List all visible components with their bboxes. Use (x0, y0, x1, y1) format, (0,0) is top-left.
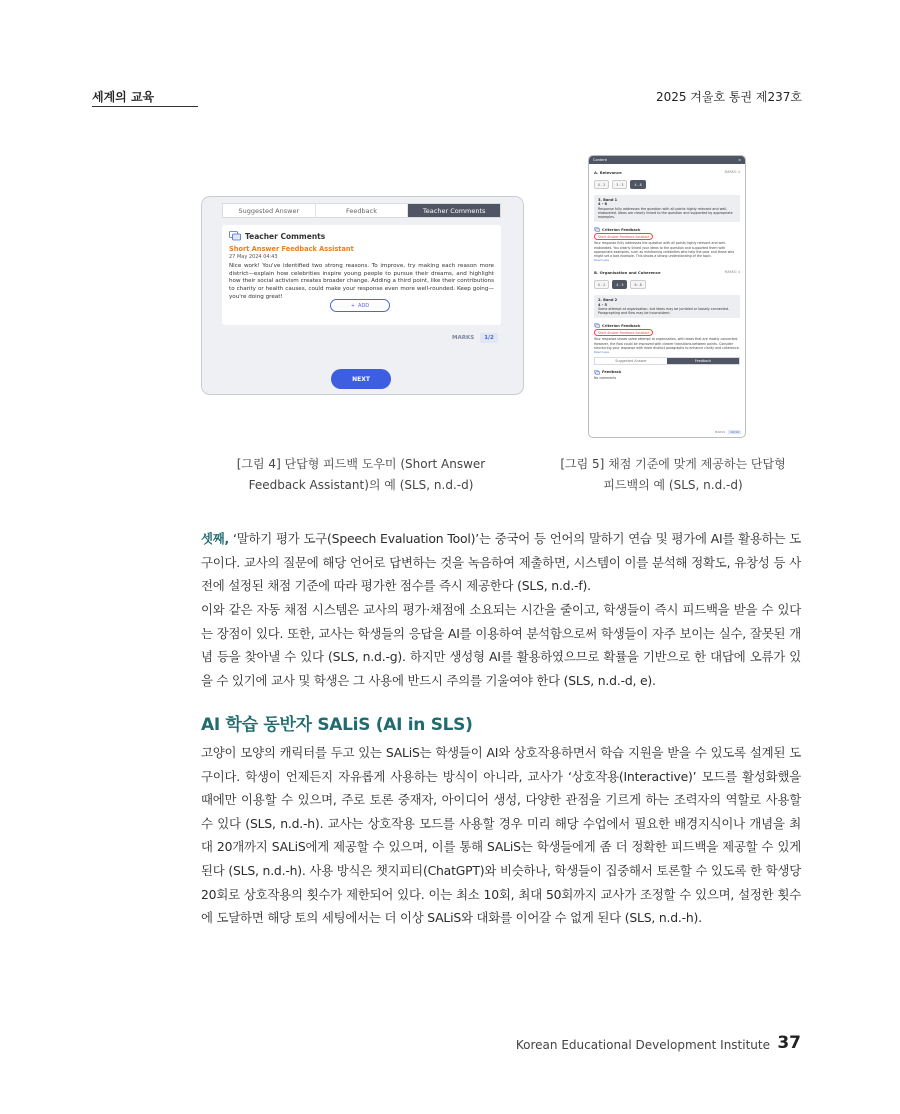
band-description (594, 295, 740, 318)
phone-tab-bar (594, 357, 740, 365)
read-less-link[interactable]: Read Less (594, 258, 610, 263)
band-pill[interactable]: 6 - 8 (630, 280, 645, 289)
paragraph-lead: 셋째, (201, 531, 230, 546)
marks-label: MARKS (714, 430, 726, 434)
teacher-comments-header (229, 231, 494, 241)
band-range: 4 - 8 (598, 202, 607, 207)
no-comments-text: No comments (594, 375, 617, 380)
criterion-feedback-label: Criterion Feedback (602, 227, 641, 232)
criterion-feedback-text: Your response shows some attempt at organisation, with ideas that are mostly connected. However, the flow could be improved with clearer transitions between points. Consider structuring your response with more distinct paragraphs to enhance clarity and coherence. (594, 337, 740, 350)
figure4-tablet-screenshot (201, 196, 524, 395)
feedback-label: Feedback (602, 370, 622, 375)
rubric-section-organisation (589, 270, 745, 275)
figure4-tab-bar (222, 203, 501, 218)
band-pill-selected[interactable]: 4 - 8 (630, 180, 645, 189)
running-header-section: 세계의 교육 (92, 90, 155, 104)
next-button[interactable]: NEXT (331, 369, 391, 389)
band-title: 3. Band 1 (598, 198, 618, 202)
tab-feedback[interactable]: Feedback (316, 204, 409, 217)
phone-top-bar (589, 156, 745, 164)
assistant-tag: Short Answer Feedback Assistant (594, 329, 653, 336)
band-pill[interactable]: 0 - 2 (594, 280, 609, 289)
figure4-caption: [그림 4] 단답형 피드백 도우미 (Short Answer Feedback Assistant)의 예 (SLS, n.d.-d) (236, 457, 486, 492)
paragraph-salis: 고양이 모양의 캐릭터를 두고 있는 SALiS는 학생들이 AI와 상호작용하면서 학습 지원을 받을 수 있도록 설계된 도구이다. 학생이 언제든지 자유롭게 사용하는 방식이 아니라, 교사가 ‘상호작용(Interactive)’ 모드를 활성화했을 때에만 이용할 수 있으며, 주로 토론 중재자, 아이디어 생성, 다양한 관점을 기르게 하는 조력자의 역할로 사용할 수 있다 (SLS, n.d.-h). 교사는 상호작용 모드를 사용할 경우 미리 해당 수업에서 필요한 배경지식이나 개념을 최대 20개까지 SALiS에게 제공할 수 있으며, 이를 통해 SALiS는 학생들에게 좀 더 정확한 피드백을 제공할 수 있게 된다 (SLS, n.d.-h). 사용 방식은 챗지피티(ChatGPT)와 비슷하나, 학생들이 집중해서 토론할 수 있도록 한 학생당 20회로 상호작용의 횟수가 제한되어 있다. 이는 최소 10회, 최대 50회까지 교사가 조정할 수 있으며, 설정한 횟수에 도달하면 해당 토의 세팅에서는 더 이상 SALiS와 대화를 이어갈 수 없게 된다 (SLS, n.d.-h). (201, 745, 801, 926)
band-pill[interactable]: 0 - 2 (594, 180, 609, 189)
paragraph-auto-grading: 이와 같은 자동 채점 시스템은 교사의 평가·채점에 소요되는 시간을 줄이고, 학생들이 즉시 피드백을 받을 수 있다는 장점이 있다. 또한, 교사는 학생들의 응답을 AI를 이용하여 분석함으로써 학생들이 자주 보이는 실수, 잘못된 개념 등을 찾아낼 수 있다 (SLS, n.d.-g). 하지만 생성형 AI를 활용하였으므로 확률을 기반으로 한 대답에 오류가 있을 수 있기에 교사 및 학생은 그 사용에 반드시 주의를 기울여야 한다 (SLS, n.d.-d, e). (201, 602, 801, 688)
add-button-label: ADD (358, 302, 370, 309)
band-pill[interactable]: 3 - 5 (612, 180, 627, 189)
section-marks: MARKS: 4 (724, 170, 740, 174)
assistant-tag: Short Answer Feedback Assistant (594, 233, 653, 240)
marks-value: 1/2 (480, 333, 498, 343)
read-less-link[interactable]: Read Less (594, 349, 610, 354)
add-button[interactable] (330, 299, 390, 312)
phone-marks-indicator (715, 430, 741, 434)
feedback-header (594, 370, 740, 375)
paragraph-speech-evaluation (201, 527, 801, 598)
criterion-feedback-header (594, 227, 740, 232)
tab-suggested-answer[interactable]: Suggested Answer (615, 358, 647, 363)
rubric-section-relevance (589, 170, 745, 175)
comment-icon (229, 231, 241, 241)
band-description (594, 195, 740, 222)
criterion-feedback-text: Your response fully addresses the question with all points highly relevant and well-elaborated. You clearly linked your ideas to the question and supported them with appropriate examples, such as mentioning celebrities who help the poor and those who might set a bad example. This shows a strong understanding of the topic. (594, 241, 735, 258)
assistant-name: Short Answer Feedback Assistant (229, 245, 354, 253)
band-selector (589, 280, 745, 289)
paragraph-text: ‘말하기 평가 도구(Speech Evaluation Tool)’는 중국어 등 언어의 말하기 연습 및 평가에 AI를 활용하는 도구이다. 교사의 질문에 해당 언어로 답변하는 것을 녹음하여 제출하면, 시스템이 이를 분석해 정확도, 유창성 등 사전에 설정된 채점 기준에 따라 평가한 점수를 즉시 제공한다 (SLS, n.d.-f). (201, 531, 801, 594)
teacher-comments-card (222, 225, 501, 325)
band-selector (589, 180, 745, 189)
section-marks: MARKS: 4 (724, 270, 740, 275)
marks-value: 10/16 (730, 430, 739, 434)
tab-teacher-comments[interactable]: Teacher Comments (408, 204, 500, 217)
tab-feedback[interactable]: Feedback (667, 358, 739, 364)
comment-icon (594, 370, 600, 375)
phone-top-label: Content (593, 158, 607, 162)
figure5-caption: [그림 5] 채점 기준에 맞게 제공하는 단답형 피드백의 예 (SLS, n.d.-d) (560, 457, 786, 492)
footer-organization: Korean Educational Development Institute (515, 1038, 770, 1052)
teacher-comments-title: Teacher Comments (245, 231, 326, 241)
close-icon[interactable]: × (738, 158, 741, 162)
criterion-feedback-header (594, 323, 740, 328)
tab-suggested-answer[interactable]: Suggested Answer (223, 204, 316, 217)
band-range: 4 - 5 (598, 302, 607, 307)
section-title: A. Relevance (594, 170, 622, 175)
header-rule (92, 106, 198, 107)
band-text: Some attempt at organisation, but ideas may be jumbled or loosely connected. Paragraphing and flow may be inconsistent. (598, 307, 730, 316)
band-title: 2. Band 2 (598, 298, 618, 303)
comment-date: 27 May 2024 04:43 (229, 254, 278, 260)
criterion-feedback-label: Criterion Feedback (602, 323, 641, 328)
comment-text: Nice work! You've identified two strong reasons. To improve, try making each reason more district—explain how celebrities inspire young people to pursue their dreams, and highlight how their social activism creates broader change. Adding a third point, like their contributions to charity or health causes, could make your response even more well-rounded. Keep going—you're doing great! (229, 263, 494, 300)
band-pill-selected[interactable]: 4 - 5 (612, 280, 627, 289)
comment-icon (594, 323, 600, 328)
band-text: Response fully addresses the question with all points highly relevant and well-elaborated. Ideas are clearly linked to the question and supported by appropriate examples. (598, 206, 733, 220)
section-title: B. Organisation and Coherence (594, 270, 661, 276)
running-header-issue: 2025 겨울호 통권 제237호 (655, 90, 802, 104)
plus-icon: + (350, 302, 356, 309)
marks-indicator (452, 333, 498, 343)
section-heading: AI 학습 동반자 SALiS (AI in SLS) (201, 715, 473, 735)
comment-icon (594, 227, 600, 232)
page-number: 37 (777, 1033, 801, 1053)
marks-label: MARKS (452, 335, 475, 341)
figure5-phone-screenshot (588, 155, 746, 438)
